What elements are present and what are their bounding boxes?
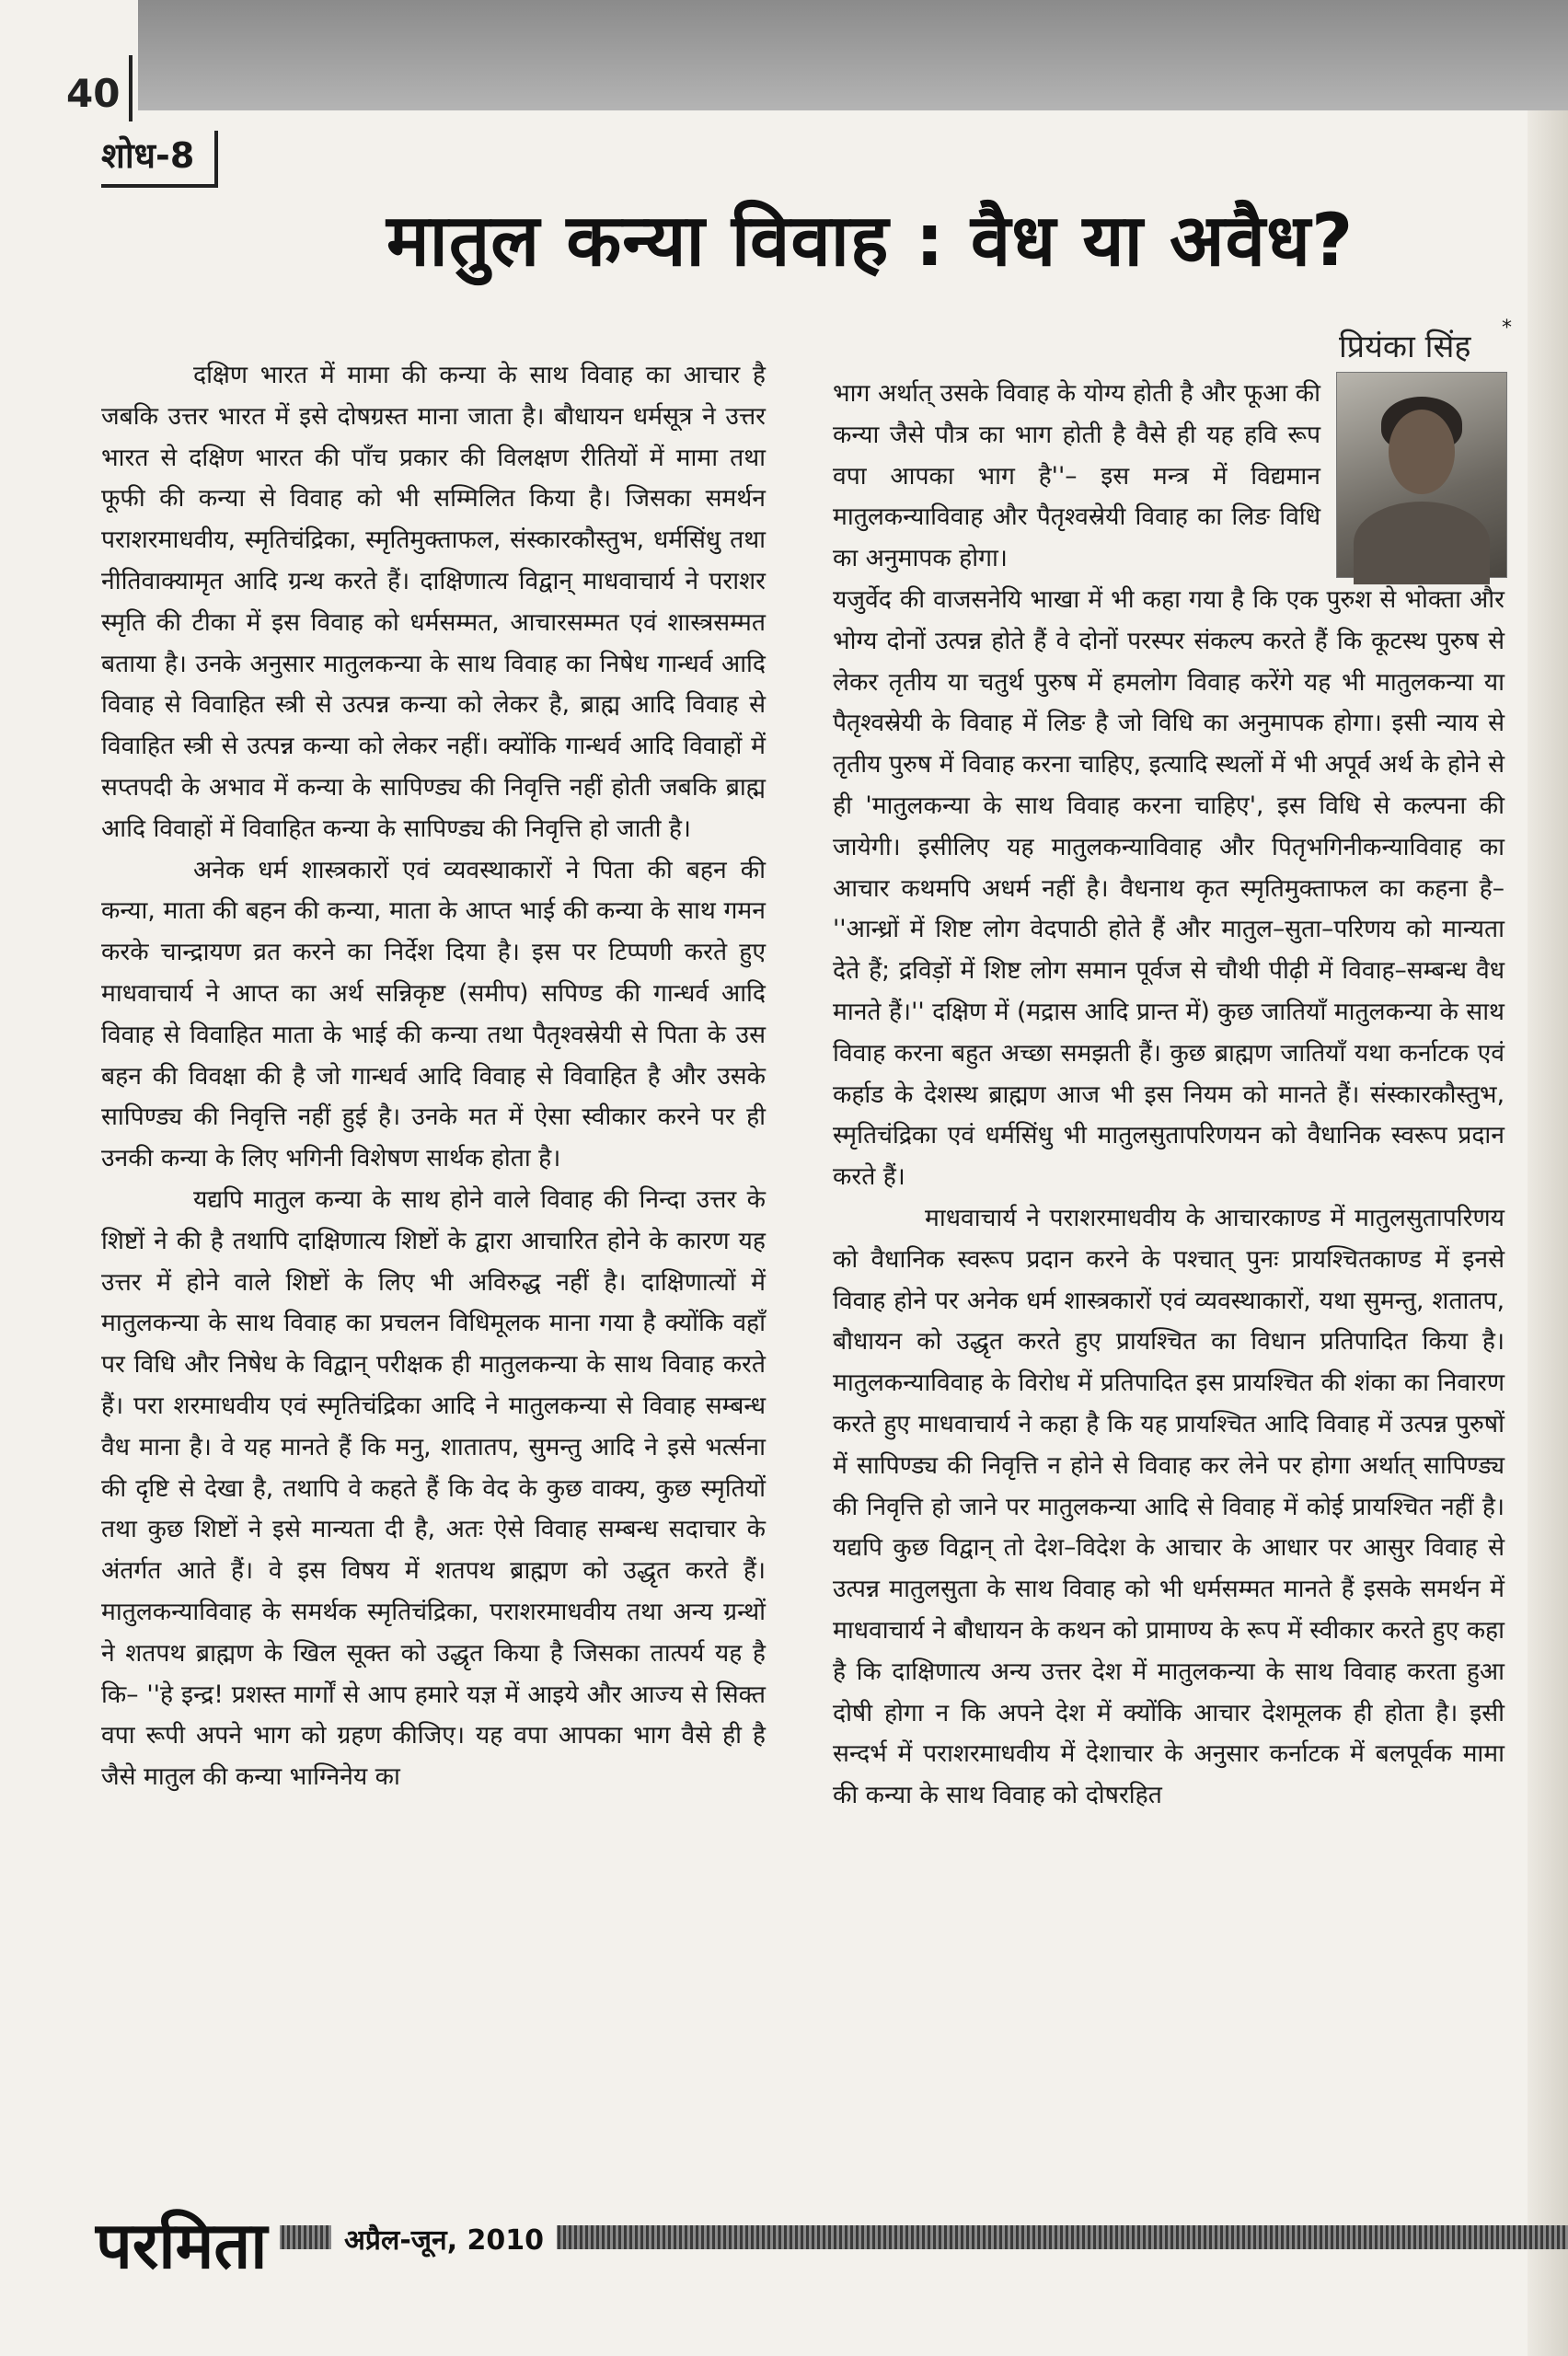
paragraph: दक्षिण भारत में मामा की कन्या के साथ विवाह का आचार है जबकि उत्तर भारत में इसे दोषग्रस्त माना जाता है। बौधायन धर्मसूत्र ने उत्तर भारत से दक्षिण भारत की पाँच प्रकार की विलक्षण रीतियों में मामा तथा फूफी की कन्या से विवाह को भी सम्मिलित किया है। जिसका समर्थन पराशरमाधवीय, स्मृतिचंद्रिका, स्मृतिमुक्ताफल, संस्कारकौस्तुभ, धर्मसिंधु तथा नीतिवाक्यामृत आदि ग्रन्थ करते हैं। दाक्षिणात्य विद्वान् माधवाचार्य ने पराशर स्मृति की टीका में इस विवाह को धर्मसम्मत, आचारसम्मत एवं शास्त्रसम्मत बताया है। उनके अनुसार मातुलकन्या के साथ विवाह का निषेध गान्धर्व आदि विवाह से विवाहित स्त्री से उत्पन्न कन्या को लेकर है, ब्राह्म आदि विवाह से विवाहित स्त्री से उत्पन्न कन्या को लेकर नहीं। क्योंकि गान्धर्व आदि विवाहों में सप्तपदी के अभाव में कन्या के सापिण्ड्य की निवृत्ति नहीं होती जबकि ब्राह्म आदि विवाहों में विवाहित कन्या के सापिण्ड्य की निवृत्ति हो जाती है। — [101, 361, 766, 843]
section-label: शोध-8 — [101, 131, 218, 188]
issue-date: अप्रैल-जून, 2010 — [331, 2220, 557, 2258]
paragraph: भाग अर्थात् उसके विवाह के योग्य होती है और फूआ की कन्या जैसे पौत्र का भाग होती है वैसे ही यह हवि रूप वपा आपका भाग है''– इस मन्त्र में विद्यमान मातुलकन्याविवाह और पैतृश्वस्रेयी विवाह का लिङ विधि का अनुमापक होगा। — [833, 379, 1320, 573]
top-header-strip — [138, 0, 1568, 110]
left-column — [101, 355, 766, 1798]
magazine-brand: परमिता — [83, 2207, 280, 2284]
paragraph: माधवाचार्य ने पराशरमाधवीय के आचारकाण्ड में मातुलसुतापरिणय को वैधानिक स्वरूप प्रदान करने के पश्चात् पुनः प्रायश्चितकाण्ड में इनसे विवाह होने पर अनेक धर्म शास्त्रकारों एवं व्यवस्थाकारों, यथा सुमन्तु, शतातप, बौधायन को उद्धृत करते हुए प्रायश्चित का विधान प्रतिपादित किया है। मातुलकन्याविवाह के विरोध में प्रतिपादित इस प्रायश्चित की शंका का निवारण करते हुए माधवाचार्य ने कहा है कि यह प्रायश्चित आदि विवाह में उत्पन्न पुरुषों में सापिण्ड्य की निवृत्ति न होने से विवाह कर लेने पर होगा अर्थात् सापिण्ड्य की निवृत्ति हो जाने पर मातुलकन्या आदि से विवाह में कोई प्रायश्चित नहीं है। यद्यपि कुछ विद्वान् तो देश–विदेश के आचार के आधार पर आसुर विवाह से उत्पन्न मातुलसुता के साथ विवाह को भी धर्मसम्मत मानते हैं इसके समर्थन में माधवाचार्य ने बौधायन के कथन को प्रामाण्य के रूप में स्वीकार करते हुए कहा है कि दाक्षिणात्य अन्य उत्तर देश में मातुलकन्या के साथ विवाह करता हुआ दोषी होगा न कि अपने देश में क्योंकि आचार देशमूलक ही होता है। इसी सन्दर्भ में पराशरमाधवीय में देशाचार के अनुसार कर्नाटक में बलपूर्वक मामा की कन्या के साथ विवाह को दोषरहित — [833, 1203, 1505, 1810]
author-name: प्रियंका सिंह — [1339, 329, 1471, 365]
paragraph: अनेक धर्म शास्त्रकारों एवं व्यवस्थाकारों ने पिता की बहन की कन्या, माता की बहन की कन्या, माता के आप्त भाई की कन्या के साथ गमन करके चान्द्रायण व्रत करने का निर्देश दिया है। इस पर टिप्पणी करते हुए माधवाचार्य ने आप्त का अर्थ सन्निकृष्ट (समीप) सपिण्ड की गान्धर्व आदि विवाह से विवाहित माता के भाई की कन्या तथा पैतृश्वस्रेयी से पिता के उस बहन की विवक्षा की है जो गान्धर्व आदि विवाह से विवाहित है और उसके सापिण्ड्य की निवृत्ति नहीं हुई है। उनके मत में ऐसा स्वीकार करने पर ही उनकी कन्या के लिए भगिनी विशेषण सार्थक होता है। — [101, 855, 766, 1173]
divider — [129, 55, 133, 121]
paragraph: यद्यपि मातुल कन्या के साथ होने वाले विवाह की निन्दा उत्तर के शिष्टों ने की है तथापि दाक्षिणात्य शिष्टों के द्वारा आचारित होने के कारण यह उत्तर में होने वाले शिष्टों के लिए भी अविरुद्ध नहीं है। दाक्षिणात्यों में मातुलकन्या के साथ विवाह का प्रचलन विधिमूलक माना गया है क्योंकि वहाँ पर विधि और निषेध के विद्वान् परीक्षक ही मातुलकन्या के साथ विवाह करते हैं। परा शरमाधवीय एवं स्मृतिचंद्रिका आदि ने मातुलकन्या से विवाह सम्बन्ध वैध माना है। वे यह मानते हैं कि मनु, शातातप, सुमन्तु आदि ने इसे भर्त्सना की दृष्टि से देखा है, तथापि वे कहते हैं कि वेद के कुछ वाक्य, कुछ स्मृतियों तथा कुछ शिष्टों ने इसे मान्यता दी है, अतः ऐसे विवाह सम्बन्ध सदाचार के अंतर्गत आते हैं। वे इस विषय में शतपथ ब्राह्मण को उद्धृत करते हैं। मातुलकन्याविवाह के समर्थक स्मृतिचंद्रिका, पराशरमाधवीय तथा अन्य ग्रन्थों ने शतपथ ब्राह्मण के खिल सूक्त को उद्धृत किया है जिसका तात्पर्य यह है कि– ''हे इन्द्र! प्रशस्त मार्गों से आप हमारे यज्ञ में आइये और आज्य से सिक्त वपा रूपी अपने भाग को ग्रहण कीजिए। यह वपा आपका भाग वैसे ही है जैसे मातुल की कन्या भाग्निनेय का — [101, 1184, 766, 1792]
author-photo — [1336, 372, 1507, 578]
right-column — [833, 580, 1505, 1817]
author-footnote-mark: * — [1502, 317, 1512, 340]
page-number: 40 — [66, 71, 121, 116]
article-title: मातुल कन्या विवाह : वैध या अवैध? — [386, 200, 1355, 283]
right-column-top — [833, 374, 1320, 580]
paragraph: यजुर्वेद की वाजसनेयि भाखा में भी कहा गया है कि एक पुरुश से भोक्ता और भोग्य दोनों उत्पन्न होते हैं वे दोनों परस्पर संकल्प करते हैं कि कूटस्थ पुरुष से लेकर तृतीय या चतुर्थ पुरुष में हमलोग विवाह करेंगे यह भी मातुलकन्या या पैतृश्वस्रेयी के विवाह में लिङ है जो विधि का अनुमापक होगा। इसी न्याय से तृतीय पुरुष में विवाह करना चाहिए, इत्यादि स्थलों में भी अपूर्व अर्थ के होने से ही 'मातुलकन्या के साथ विवाह करना चाहिए', इस विधि से कल्पना की जायेगी। इसीलिए यह मातुलकन्याविवाह और पितृभगिनीकन्याविवाह का आचार कथमपि अधर्म नहीं है। वैधनाथ कृत स्मृतिमुक्ताफल का कहना है– ''आन्ध्रों में शिष्ट लोग वेदपाठी होते हैं और मातुल–सुता–परिणय को मान्यता देते हैं; द्रविड़ों में शिष्ट लोग समान पूर्वज से चौथी पीढ़ी में विवाह–सम्बन्ध वैध मानते हैं।'' दक्षिण में (मद्रास आदि प्रान्त में) कुछ जातियाँ मातुलकन्या के साथ विवाह करना बहुत अच्छा समझती हैं। कुछ ब्राह्मण जातियाँ यथा कर्नाटक एवं कर्हाड के देशस्थ ब्राह्मण आज भी इस नियम को मानते हैं। संस्कारकौस्तुभ, स्मृतिचंद्रिका एवं धर्मसिंधु भी मातुलसुतापरिणयन को वैधानिक स्वरूप प्रदान करते हैं। — [833, 585, 1505, 1192]
